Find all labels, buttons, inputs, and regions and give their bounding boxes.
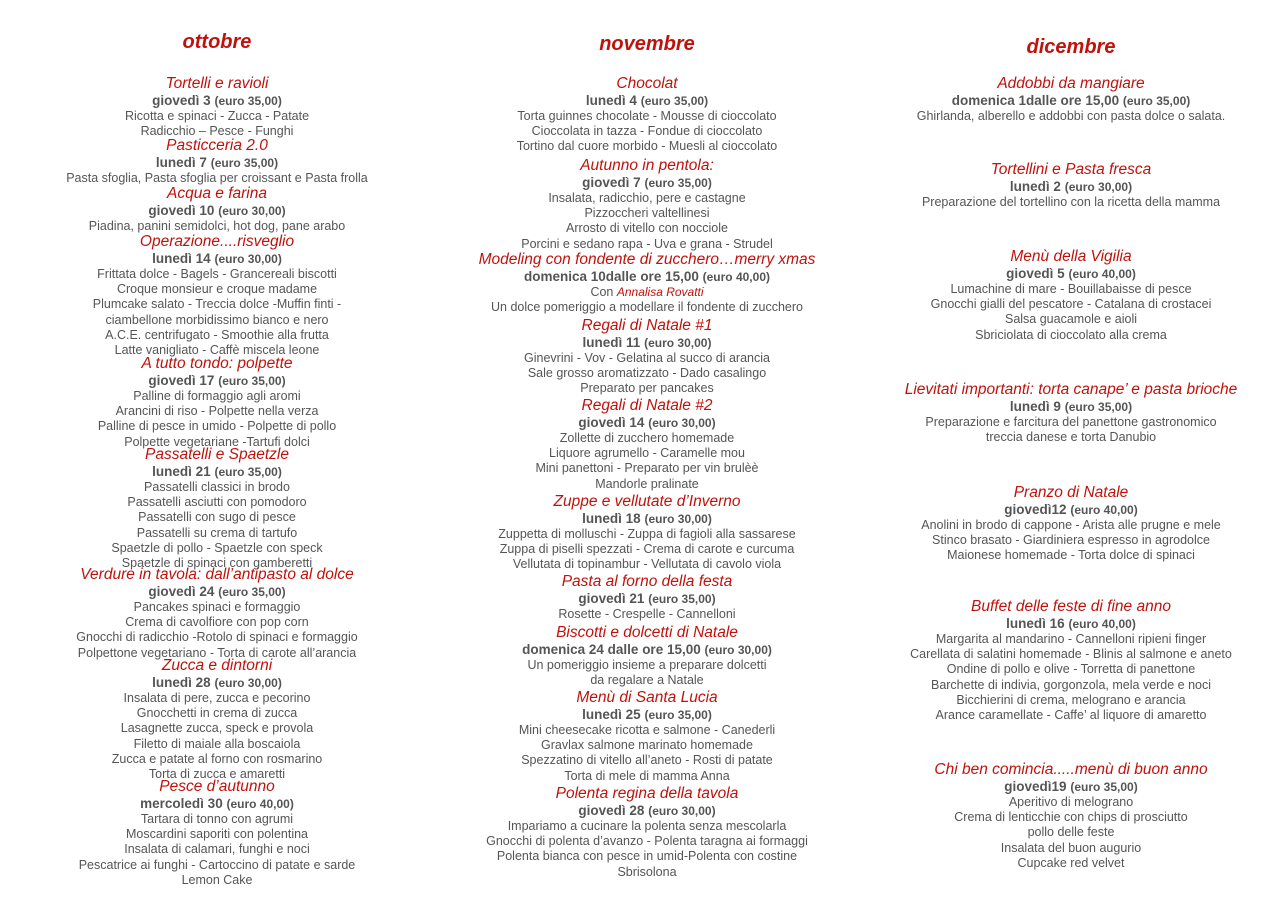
- course-block: [466, 574, 828, 622]
- course-menu-line: Zuppa di piselli spezzati - Crema di carote e curcuma: [499, 542, 795, 557]
- course-title: Zucca e dintorni: [161, 657, 273, 674]
- course-menu-line: Passatelli classici in brodo: [144, 480, 290, 494]
- course-menu-line: Zucca e patate al forno con rosmarino: [111, 751, 323, 766]
- course-menu-line: Spaetzle di spinaci con gamberetti: [121, 556, 313, 571]
- course-price: (euro 40,00): [226, 796, 294, 811]
- course-menu-line: da regalare a Natale: [590, 673, 704, 688]
- course-block: [36, 138, 398, 186]
- course-date-line: [890, 779, 1252, 796]
- course-price: (euro 35,00): [1070, 779, 1138, 794]
- course-title: Pranzo di Natale: [1013, 484, 1129, 501]
- course-menu-line: Pasta sfoglia, Pasta sfoglia per croissant e Pasta frolla: [66, 171, 368, 185]
- course-title: Tortelli e ravioli: [165, 75, 269, 92]
- course-menu-line: Porcini e sedano rapa - Uva e grana - Strudel: [521, 236, 773, 251]
- course-price: (euro 30,00): [214, 251, 282, 266]
- course-menu-line: Gnocchi gialli del pescatore - Catalana di crostacei: [930, 297, 1212, 312]
- course-price: (euro 30,00): [644, 335, 712, 350]
- course-menu-line: Stinco brasato - Giardiniera espresso in agrodolce: [932, 533, 1210, 548]
- course-block: [36, 186, 398, 234]
- month-title: ottobre: [182, 31, 252, 53]
- course-menu-line: Cupcake red velvet: [1017, 855, 1125, 870]
- course-block: [890, 162, 1252, 210]
- course-block: [466, 494, 828, 573]
- course-date: lunedì 9: [1009, 398, 1061, 414]
- course-date: giovedì 28: [578, 802, 645, 818]
- course-title: Pasta al forno della festa: [561, 573, 733, 590]
- course-title: Autunno in pentola:: [580, 157, 714, 174]
- course-block: [466, 158, 828, 252]
- course-date-line: [36, 203, 398, 220]
- course-block: [890, 485, 1252, 564]
- course-menu-line: Gravlax salmone marinato homemade: [541, 738, 753, 753]
- course-date: giovedì 17: [148, 372, 215, 388]
- course-menu-line: Tartara di tonno con agrumi: [140, 812, 294, 826]
- course-date-line: [36, 373, 398, 390]
- course-menu-line: Crema di lenticchie con chips di prosciutto: [954, 810, 1188, 825]
- course-menu-line: Insalata, radicchio, pere e castagne: [548, 191, 746, 205]
- course-menu-line: Impariamo a cucinare la polenta senza mescolarla: [507, 819, 787, 833]
- course-block: [36, 658, 398, 782]
- course-price: (euro 35,00): [218, 584, 286, 599]
- course-title: Chocolat: [616, 75, 678, 92]
- course-price: (euro 30,00): [648, 803, 716, 818]
- course-menu-line: Vellutata di topinambur - Vellutata di cavolo viola: [512, 557, 782, 572]
- course-date: giovedì 14: [578, 414, 645, 430]
- course-block: [36, 447, 398, 571]
- course-date: giovedì 10: [148, 202, 215, 218]
- course-price: (euro 30,00): [704, 642, 772, 657]
- course-date: domenica 24 dalle ore 15,00: [522, 641, 701, 657]
- course-block: [466, 318, 828, 397]
- course-title: Menù della Vigilia: [1010, 248, 1132, 265]
- course-menu-line: Un pomeriggio insieme a preparare dolcetti: [527, 658, 767, 672]
- course-price: (euro 35,00): [214, 464, 282, 479]
- course-menu-line: Arrosto di vitello con nocciole: [566, 221, 728, 236]
- course-price: (euro 35,00): [1122, 93, 1191, 108]
- course-menu-line: Margarita al mandarino - Cannelloni ripieni finger: [935, 632, 1207, 646]
- course-menu-line: Ricotta e spinaci - Zucca - Patate: [124, 109, 310, 123]
- course-title: Acqua e farina: [167, 185, 267, 202]
- course-menu-line: Maionese homemade - Torta dolce di spinaci: [947, 548, 1195, 563]
- course-guest-line: [466, 285, 828, 300]
- course-price: (euro 30,00): [1064, 179, 1133, 194]
- course-menu-line: Lemon Cake: [181, 872, 253, 887]
- course-menu-line: Arancini di riso - Polpette nella verza: [115, 404, 319, 419]
- course-price: (euro 35,00): [1064, 399, 1133, 414]
- course-menu-line: Passatelli asciutti con pomodoro: [127, 495, 307, 510]
- course-date-line: [466, 591, 828, 608]
- course-price: (euro 35,00): [648, 591, 716, 606]
- course-block: [466, 786, 828, 880]
- course-title: Pasticceria 2.0: [166, 137, 268, 154]
- course-menu-line: Insalata di pere, zucca e pecorino: [123, 691, 311, 705]
- course-menu-line: Torta di mele di mamma Anna: [564, 768, 730, 783]
- course-menu-line: Torta guinnes chocolate - Mousse di cioccolato: [517, 109, 777, 123]
- course-menu-line: Preparato per pancakes: [580, 381, 714, 396]
- course-date: lunedì 28: [152, 674, 211, 690]
- course-price: (euro 40,00): [702, 269, 770, 284]
- course-menu-line: Liquore agrumello - Caramelle mou: [549, 446, 745, 461]
- course-date-line: [466, 175, 828, 192]
- course-menu-line: Passatelli con sugo di pesce: [138, 510, 296, 525]
- course-menu-line: Pizzoccheri valtellinesi: [584, 206, 710, 221]
- course-block: [36, 567, 398, 661]
- course-date: giovedì 5: [1006, 265, 1065, 281]
- course-price: (euro 30,00): [648, 415, 716, 430]
- course-date-line: [36, 251, 398, 268]
- course-menu-line: Zuppetta di molluschi - Zuppa di fagioli alla sassarese: [498, 527, 796, 541]
- course-date: giovedì19: [1004, 778, 1067, 794]
- course-menu-line: Gnocchi di radicchio -Rotolo di spinaci e formaggio: [76, 630, 358, 645]
- course-menu-line: A.C.E. centrifugato - Smoothie alla frutta: [105, 327, 329, 342]
- course-date-line: [36, 796, 398, 813]
- course-menu-line: Lasagnette zucca, speck e provola: [120, 721, 314, 736]
- course-menu-line: Gnocchi di polenta d’avanzo - Polenta taragna ai formaggi: [486, 834, 808, 849]
- course-date: lunedì 2: [1009, 178, 1061, 194]
- course-date-line: [466, 642, 828, 659]
- course-menu-line: Un dolce pomeriggio a modellare il fondente di zucchero: [491, 300, 803, 315]
- course-block: [466, 252, 828, 315]
- course-menu-line: Frittata dolce - Bagels - Grancereali biscotti: [97, 267, 337, 281]
- course-date: domenica 10dalle ore 15,00: [524, 268, 699, 284]
- course-menu-line: Mandorle pralinate: [595, 476, 699, 491]
- course-menu-line: Insalata di calamari, funghi e noci: [124, 842, 310, 857]
- course-title: Pesce d’autunno: [159, 778, 275, 795]
- course-title: Lievitati importanti: torta canape’ e pasta brioche: [904, 381, 1238, 398]
- course-menu-line: Pancakes spinaci e formaggio: [133, 600, 301, 614]
- course-menu-line: Rosette - Crespelle - Cannelloni: [558, 607, 736, 621]
- course-menu-line: Insalata del buon augurio: [1000, 840, 1142, 855]
- course-title: Biscotti e dolcetti di Natale: [556, 624, 738, 641]
- course-date: giovedì 24: [148, 583, 215, 599]
- course-price: (euro 40,00): [1070, 502, 1138, 517]
- course-block: [466, 690, 828, 784]
- course-menu-line: Spaetzle di pollo - Spaetzle con speck: [111, 540, 323, 555]
- course-date: domenica 1dalle ore 15,00: [951, 92, 1120, 108]
- course-date: giovedì12: [1004, 501, 1067, 517]
- course-menu-line: Plumcake salato - Treccia dolce -Muffin finti -: [92, 297, 342, 312]
- course-title: Regali di Natale #2: [581, 397, 713, 414]
- course-title: Modeling con fondente di zucchero…merry xmas: [478, 251, 816, 268]
- course-block: [36, 76, 398, 139]
- course-menu-line: Polpette vegetariane -Tartufi dolci: [124, 434, 310, 449]
- course-menu-line: Palline di pesce in umido - Polpette di pollo: [97, 419, 337, 434]
- course-block: [36, 356, 398, 450]
- course-date-line: [890, 93, 1252, 110]
- course-menu-line: Ghirlanda, alberello e addobbi con pasta dolce o salata.: [916, 109, 1226, 123]
- course-menu-line: Pescatrice ai funghi - Cartoccino di patate e sarde: [78, 857, 356, 872]
- month-title: novembre: [599, 33, 695, 55]
- course-menu-line: Ondine di pollo e olive - Torretta di panettone: [946, 662, 1196, 677]
- course-menu-line: Spezzatino di vitello all’aneto - Rosti di patate: [521, 753, 773, 768]
- course-date-line: [890, 616, 1252, 633]
- course-price: (euro 35,00): [644, 175, 712, 190]
- course-title: Verdure in tavola: dall’antipasto al dolce: [80, 566, 354, 583]
- course-menu-line: Carellata di salatini homemade - Blinis al salmone e aneto: [910, 647, 1232, 662]
- course-menu-line: Tortino dal cuore morbido - Muesli al cioccolato: [516, 139, 778, 154]
- course-menu-line: Barchette di indivia, gorgonzola, mela verde e noci: [930, 677, 1212, 692]
- course-menu-line: Sbriciolata di cioccolato alla crema: [975, 327, 1167, 342]
- course-block: [466, 625, 828, 688]
- course-menu-line: Mini panettoni - Preparato per vin brulèè: [535, 461, 759, 476]
- course-date: giovedì 7: [582, 174, 641, 190]
- course-block: [890, 382, 1252, 445]
- course-menu-line: Crema di cavolfiore con pop corn: [125, 615, 309, 630]
- course-date: giovedì 21: [578, 590, 645, 606]
- course-menu-line: Arance caramellate - Caffe’ al liquore di amaretto: [935, 708, 1207, 723]
- course-date-line: [466, 269, 828, 286]
- course-title: Menù di Santa Lucia: [576, 689, 718, 706]
- month-title: dicembre: [1026, 36, 1116, 58]
- course-price: (euro 35,00): [640, 93, 709, 108]
- course-title: Zuppe e vellutate d’Inverno: [553, 493, 741, 510]
- course-price: (euro 30,00): [644, 511, 712, 526]
- course-date: lunedì 16: [1006, 615, 1065, 631]
- course-block: [890, 76, 1252, 124]
- course-price: (euro 40,00): [1068, 616, 1136, 631]
- course-price: (euro 35,00): [218, 373, 286, 388]
- course-title: Polenta regina della tavola: [555, 785, 739, 802]
- course-title: Buffet delle feste di fine anno: [971, 598, 1171, 615]
- course-title: Addobbi da mangiare: [997, 75, 1145, 92]
- course-menu-line: Croque monsieur e croque madame: [116, 282, 318, 297]
- course-menu-line: Filetto di maiale alla boscaiola: [133, 736, 301, 751]
- course-date-line: [890, 266, 1252, 283]
- course-title: Passatelli e Spaetzle: [145, 446, 289, 463]
- course-date-line: [466, 511, 828, 528]
- course-date-line: [466, 415, 828, 432]
- course-date: mercoledì 30: [140, 795, 223, 811]
- course-title: A tutto tondo: polpette: [141, 355, 293, 372]
- course-menu-line: Bicchierini di crema, melograno e arancia: [956, 692, 1186, 707]
- course-block: [890, 599, 1252, 723]
- course-menu-line: Gnocchetti in crema di zucca: [136, 706, 298, 721]
- course-menu-line: Sale grosso aromatizzato - Dado casalingo: [527, 366, 767, 381]
- course-title: Chi ben comincia.....menù di buon anno: [934, 761, 1208, 778]
- course-menu-line: Palline di formaggio agli aromi: [133, 389, 301, 403]
- course-date-line: [890, 502, 1252, 519]
- course-date-line: [466, 335, 828, 352]
- course-date-line: [890, 179, 1252, 196]
- course-block: [36, 234, 398, 358]
- guest-prefix: Con: [590, 285, 617, 299]
- course-price: (euro 30,00): [214, 675, 282, 690]
- course-date-line: [36, 464, 398, 481]
- course-menu-line: Salsa guacamole e aioli: [1004, 312, 1138, 327]
- course-date-line: [36, 93, 398, 110]
- course-menu-line: Zollette di zucchero homemade: [559, 431, 735, 445]
- course-date: lunedì 18: [582, 510, 641, 526]
- course-block: [890, 762, 1252, 871]
- course-menu-line: Aperitivo di melograno: [1008, 795, 1134, 809]
- course-date-line: [36, 675, 398, 692]
- course-menu-line: Ginevrini - Vov - Gelatina al succo di arancia: [524, 351, 770, 365]
- course-title: Tortellini e Pasta fresca: [990, 161, 1152, 178]
- course-menu-line: Mini cheesecake ricotta e salmone - Canederli: [518, 723, 776, 737]
- course-date: lunedì 21: [152, 463, 211, 479]
- course-menu-line: Cioccolata in tazza - Fondue di cioccolato: [531, 124, 763, 139]
- course-block: [466, 76, 828, 155]
- course-menu-line: Preparazione e farcitura del panettone gastronomico: [925, 415, 1217, 429]
- course-date-line: [466, 707, 828, 724]
- course-date: giovedì 3: [152, 92, 211, 108]
- course-date: lunedì 7: [155, 154, 207, 170]
- course-price: (euro 35,00): [210, 155, 279, 170]
- course-price: (euro 35,00): [214, 93, 282, 108]
- course-menu-line: pollo delle feste: [1027, 825, 1115, 840]
- course-date: lunedì 25: [582, 706, 641, 722]
- course-menu-line: Piadina, panini semidolci, hot dog, pane arabo: [88, 219, 346, 233]
- course-menu-line: ciambellone morbidissimo bianco e nero: [105, 312, 329, 327]
- course-date-line: [466, 93, 828, 110]
- guest-name: Annalisa Rovatti: [616, 285, 704, 299]
- course-price: (euro 30,00): [218, 203, 286, 218]
- course-menu-line: Anolini in brodo di cappone - Arista alle prugne e mele: [921, 518, 1221, 532]
- course-title: Regali di Natale #1: [581, 317, 713, 334]
- course-menu-line: Sbrisolona: [617, 864, 677, 879]
- course-menu-line: Preparazione del tortellino con la ricetta della mamma: [921, 195, 1221, 209]
- course-date: lunedì 14: [152, 250, 211, 266]
- course-title: Operazione....risveglio: [139, 233, 295, 250]
- course-date-line: [466, 803, 828, 820]
- course-menu-line: Polenta bianca con pesce in umid-Polenta con costine: [496, 849, 798, 864]
- course-block: [466, 398, 828, 492]
- course-block: [890, 249, 1252, 343]
- course-date-line: [36, 155, 398, 172]
- course-date: lunedì 11: [582, 334, 641, 350]
- course-price: (euro 35,00): [644, 707, 712, 722]
- course-menu-line: Latte vanigliato - Caffè miscela leone: [114, 343, 320, 358]
- course-date: lunedì 4: [585, 92, 637, 108]
- course-menu-line: Moscardini saporiti con polentina: [125, 827, 309, 842]
- course-menu-line: treccia danese e torta Danubio: [985, 430, 1157, 445]
- course-menu-line: Passatelli su crema di tartufo: [136, 525, 298, 540]
- course-menu-line: Polpettone vegetariano - Torta di carote all’arancia: [77, 645, 357, 660]
- course-date-line: [36, 584, 398, 601]
- course-price: (euro 40,00): [1068, 266, 1136, 281]
- course-date-line: [890, 399, 1252, 416]
- course-block: [36, 779, 398, 888]
- course-menu-line: Radicchio – Pesce - Funghi: [140, 124, 294, 139]
- course-menu-line: Lumachine di mare - Bouillabaisse di pesce: [950, 282, 1192, 296]
- course-menu-line: Torta di zucca e amaretti: [148, 767, 286, 782]
